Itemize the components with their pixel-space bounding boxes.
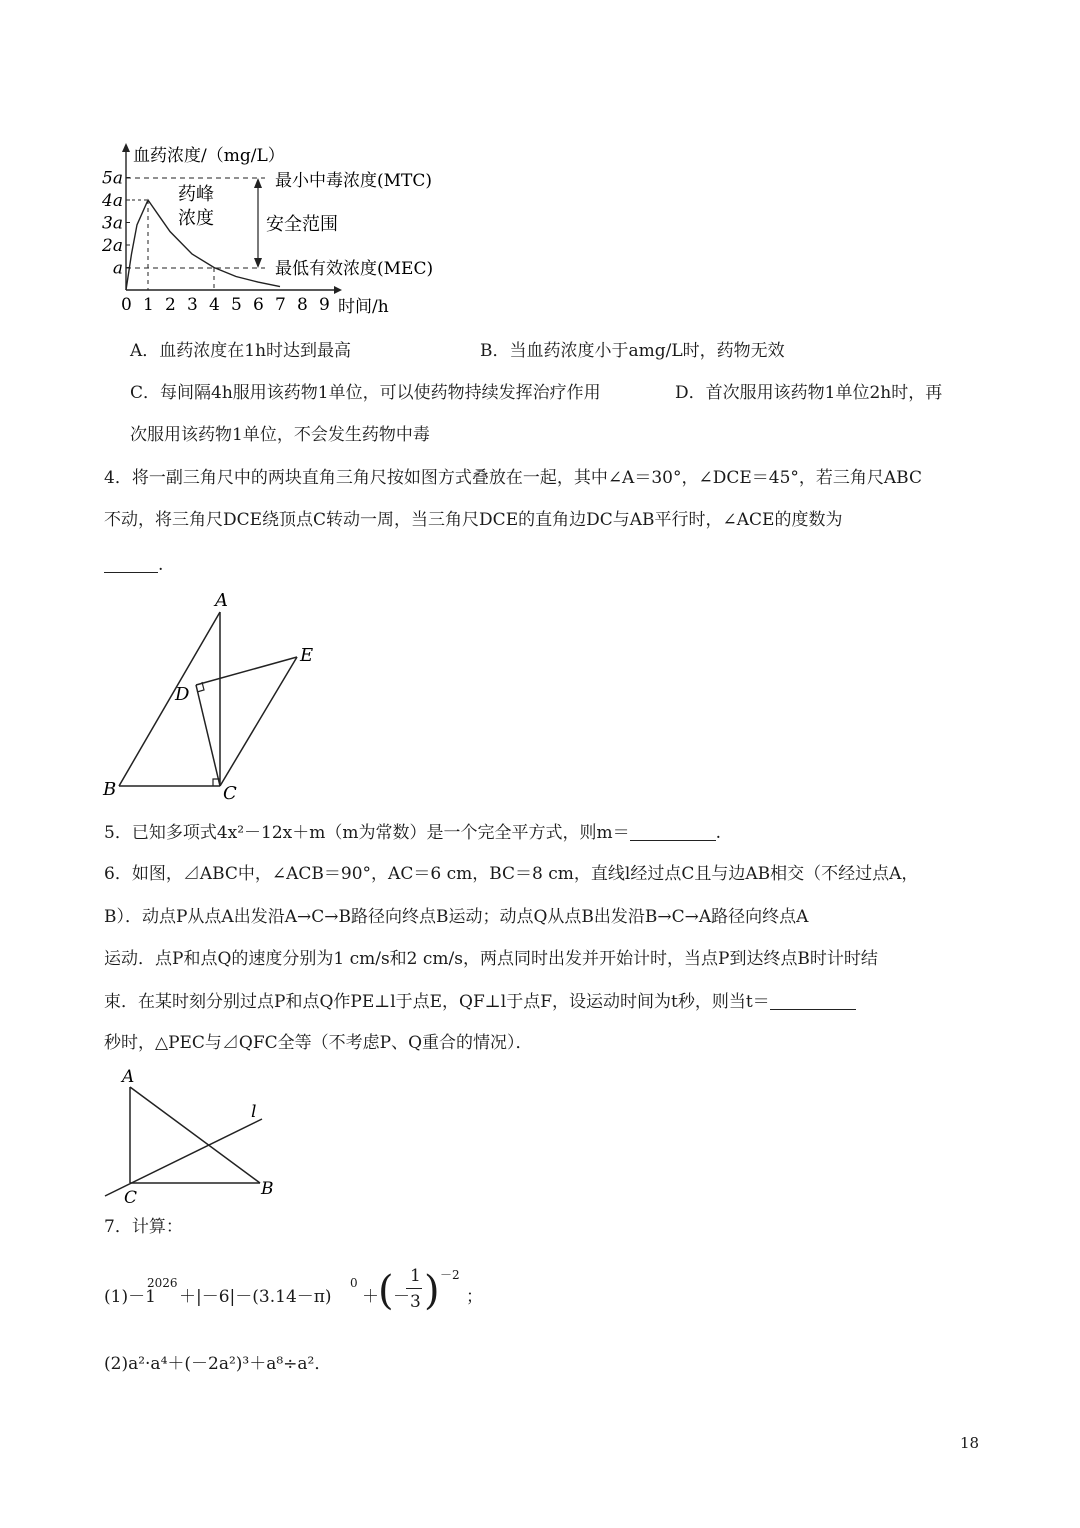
label-l: l [251, 1102, 257, 1122]
q7-p1-denominator: 3 [410, 1292, 421, 1312]
page-number: 18 [960, 1434, 980, 1452]
q7-p1-exponent-2026: 2026 [147, 1276, 178, 1290]
segment-ec [220, 657, 297, 786]
label-c: C [223, 783, 237, 804]
q4-line-1: 4．将一副三角尺中的两块直角三角尺按如图方式叠放在一起，其中∠A＝30°，∠DCE＝45°，若三角尺ABC [104, 468, 922, 488]
peak-label-line2: 浓度 [178, 208, 214, 229]
q4-period: . [158, 555, 164, 575]
x-tick-label: 6 [253, 295, 264, 315]
label-e: E [300, 645, 314, 666]
x-tick-label: 7 [275, 295, 286, 315]
peak-label-line1: 药峰 [178, 184, 214, 205]
x-tick-label: 8 [297, 295, 308, 315]
x-tick-label: 9 [319, 295, 330, 315]
q6-line-4-text: 束．在某时刻分别过点P和点Q作PE⊥l于点E，QF⊥l于点F，设运动时间为t秒，则当t＝ [104, 992, 770, 1012]
q3-option-b: B．当血药浓度小于amg/L时，药物无效 [480, 341, 785, 361]
y-tick-label: 3a [102, 213, 123, 234]
safe-range-label: 安全范围 [266, 214, 338, 235]
x-tick-label: 0 [121, 295, 132, 315]
q7-p1-numerator: 1 [410, 1266, 421, 1286]
q7-p1-plus: ＋ [362, 1287, 379, 1307]
mtc-label: 最小中毒浓度(MTC) [275, 171, 433, 191]
segment-dc [196, 685, 220, 786]
q6-line-4 [104, 991, 856, 1012]
y-tick-label: a [112, 258, 123, 279]
q4-answer-line [104, 554, 163, 575]
q7-p1-exponent-0: 0 [350, 1276, 358, 1290]
x-axis-arrow [334, 286, 342, 294]
x-tick-label: 4 [209, 295, 220, 315]
q6-line-5: 秒时，△PEC与⊿QFC全等（不考虑P、Q重合的情况）． [104, 1033, 533, 1053]
y-tick-label: 5a [102, 168, 123, 189]
q6-answer-blank[interactable] [770, 991, 856, 1010]
q4-triangle-figure [95, 585, 335, 805]
label-b: B [261, 1179, 274, 1199]
y-tick-label: 4a [102, 191, 123, 211]
label-a: A [122, 1067, 135, 1087]
line-l [105, 1119, 262, 1196]
q7-p1-semicolon: ； [466, 1287, 483, 1307]
q6-line-1: 6．如图，⊿ABC中，∠ACB＝90°，AC＝6 cm，BC＝8 cm，直线l经过点C且与边AB相交（不经过点A， [104, 864, 919, 884]
blood-concentration-chart [100, 140, 480, 320]
q6-line-2: B）．动点P从点A出发沿A→C→B路径向终点B运动；动点Q从点B出发沿B→C→A路径向终点A [104, 907, 809, 927]
y-axis-arrow [122, 143, 130, 152]
q7-p1-open-paren: ( [378, 1268, 394, 1314]
mec-label: 最低有效浓度(MEC) [275, 259, 434, 279]
x-tick-label: 5 [231, 295, 242, 315]
q3-option-d: D．首次服用该药物1单位2h时，再 [675, 383, 943, 403]
segment-ab [130, 1087, 260, 1183]
q3-option-d-continued: 次服用该药物1单位，不会发生药物中毒 [130, 425, 430, 445]
label-d: D [175, 684, 190, 705]
q3-option-c: C．每间隔4h服用该药物1单位，可以使药物持续发挥治疗作用 [130, 383, 601, 403]
q4-answer-blank[interactable] [104, 554, 158, 573]
label-c: C [124, 1188, 138, 1208]
label-b: B [103, 779, 117, 800]
q7-p1-prefix: (1)－1 [104, 1287, 156, 1307]
q7-p1-fraction-bar [406, 1288, 422, 1289]
x-tick-label: 3 [187, 295, 198, 315]
y-axis-label: 血药浓度/（mg/L） [133, 146, 285, 166]
q6-triangle-figure [100, 1065, 290, 1210]
q7-title: 7．计算： [104, 1217, 183, 1237]
q5-line [104, 822, 721, 843]
safe-range-arrow-down [254, 258, 262, 268]
q7-p1-middle: ＋|－6|－(3.14－π) [179, 1287, 332, 1307]
y-tick-label: 2a [102, 236, 123, 256]
q7-p1-minus: － [393, 1287, 410, 1307]
label-a: A [215, 590, 228, 611]
x-tick-label: 1 [143, 295, 154, 315]
q4-line-2: 不动，将三角尺DCE绕顶点C转动一周，当三角尺DCE的直角边DC与AB平行时，∠ACE的度数为 [104, 510, 843, 530]
x-axis-label: 时间/h [338, 297, 389, 317]
segment-de [196, 657, 297, 685]
q7-p1-exponent-neg2: －2 [440, 1268, 460, 1282]
q7-part-2: (2)a²·a⁴＋(－2a²)³＋a⁸÷a²． [104, 1354, 332, 1374]
q6-line-3: 运动．点P和点Q的速度分别为1 cm/s和2 cm/s，两点同时出发并开始计时，当点P到达终点B时计时结 [104, 949, 878, 969]
x-tick-label: 2 [165, 295, 176, 315]
q3-option-a: A．血药浓度在1h时达到最高 [130, 341, 352, 361]
q7-p1-close-paren: ) [424, 1268, 440, 1314]
segment-ab [119, 612, 220, 786]
safe-range-arrow-up [254, 178, 262, 188]
q5-answer-blank[interactable] [630, 822, 716, 841]
q5-period: . [715, 823, 722, 843]
q5-text: 5．已知多项式4x²－12x＋m（m为常数）是一个完全平方式，则m＝ [104, 823, 630, 843]
